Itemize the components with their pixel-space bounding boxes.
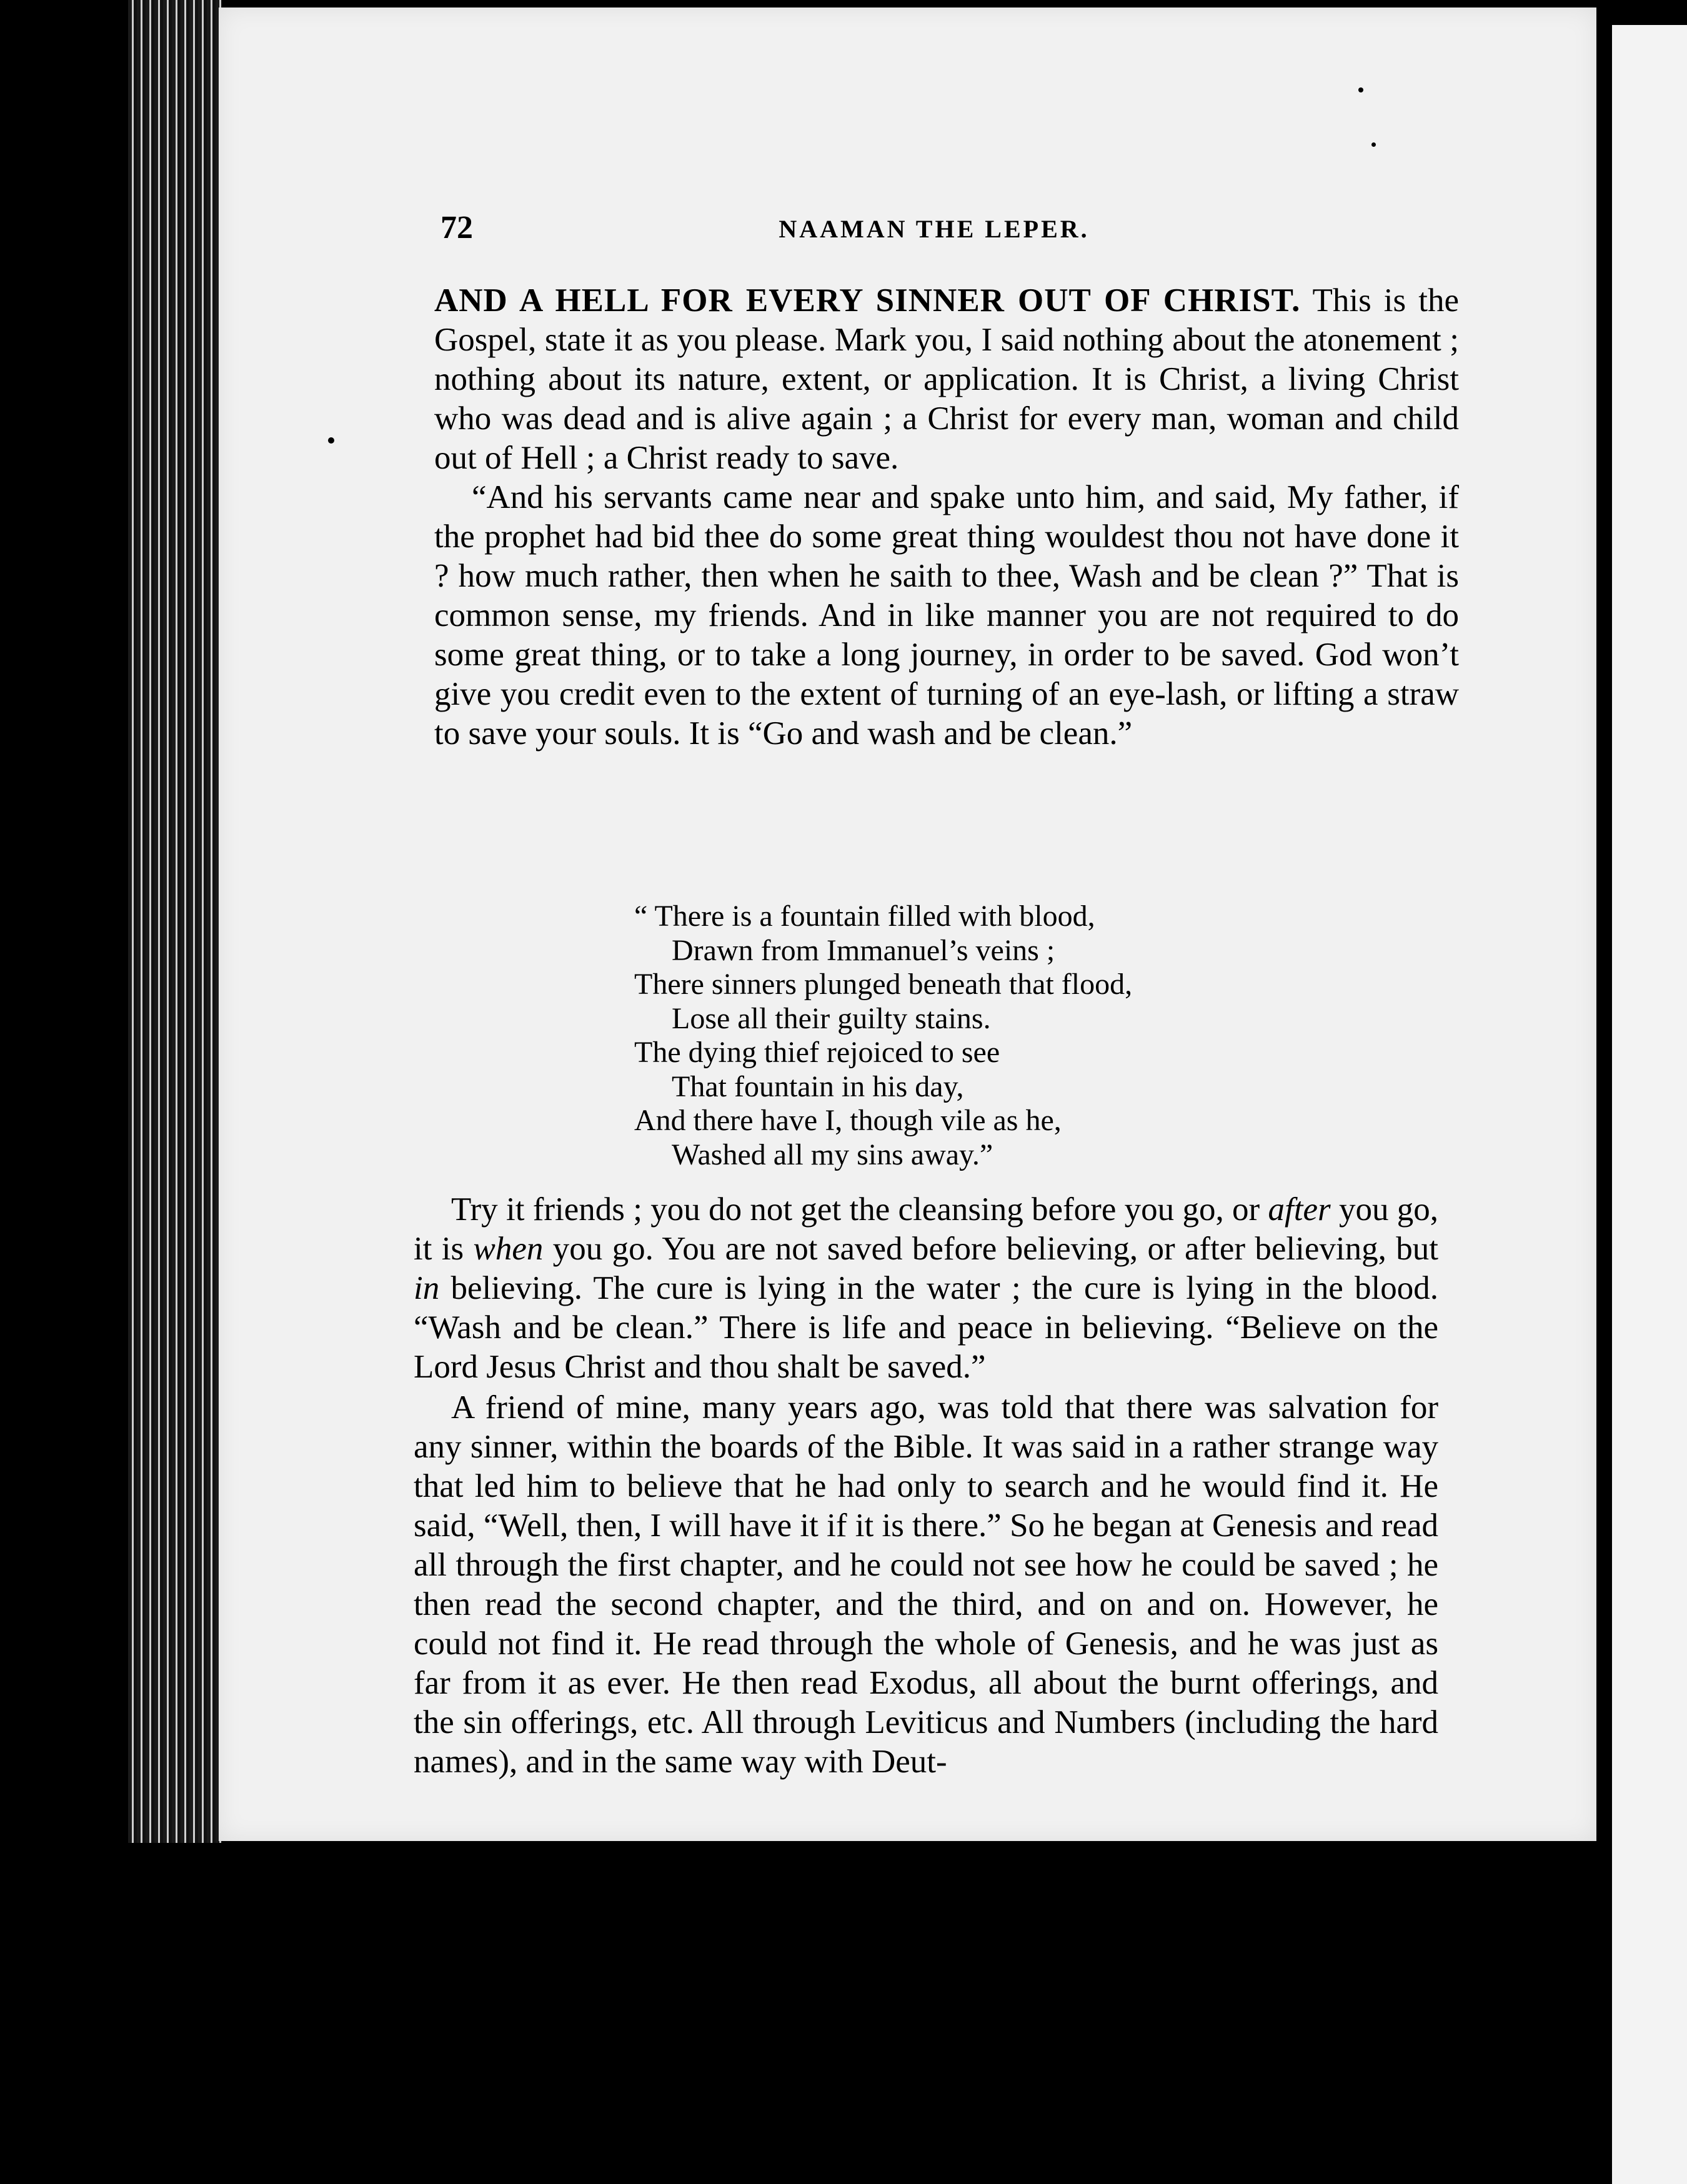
paragraph-gospel: [434, 281, 1459, 478]
poem-line: Drawn from Immanuel’s veins ;: [672, 933, 1055, 967]
running-title: NAAMAN THE LEPER.: [779, 215, 1090, 243]
poem-line: And there have I, though vile as he,: [634, 1104, 1062, 1137]
hymn-quotation: [634, 900, 1321, 1172]
text-run: you go, it is: [414, 1191, 1438, 1267]
italic-word: when: [473, 1231, 544, 1267]
poem-line: “ There is a fountain filled with blood,: [634, 900, 1095, 933]
poem-line: The dying thief rejoiced to see: [634, 1036, 1000, 1069]
italic-word: after: [1268, 1191, 1331, 1228]
paragraph-friend: A friend of mine, many years ago, was told that there was salvation for any sinner, within the boards of the Bible. It was said in a rather strange way that led him to believe that he had only to search and he would find it. He said, “Well, then, I will have it if it is there.” So he began at Genesis and read all through the first chapter, and he could not see how he could be saved ; he then read the second chapter, and the third, and on and on. However, he could not find it. He read through the whole of Genesis, and he was just as far from it as ever. He then read Exodus, all about the burnt offerings, and the sin offerings, etc. All through Leviticus and Numbers (including the hard names), and in the same way with Deut-: [414, 1389, 1438, 1780]
scan-speck: [328, 437, 334, 444]
poem-line: Lose all their guilty stains.: [672, 1001, 991, 1035]
poem-line: Washed all my sins away.”: [672, 1138, 993, 1171]
text-run: believing. The cure is lying in the water ; the cure is lying in the blood. “Wash and be clean.” There is life and peace in believing. “Believe on the Lord Jesus Christ and thou shalt be saved.”: [414, 1270, 1438, 1385]
page-number: 72: [440, 210, 473, 246]
facing-page-edge: [1612, 25, 1687, 2184]
text-run: Try it friends ; you do not get the cleansing before you go, or: [451, 1191, 1268, 1228]
smallcaps-lead: AND A HELL FOR EVERY SINNER OUT OF CHRIST.: [434, 282, 1301, 319]
paragraph-servants: “And his servants came near and spake unto him, and said, My father, if the prophet had bid thee do some great thing wouldest thou not have done it ? how much rather, then when he saith to thee, Wash and be clean ?” That is common sense, my friends. And in like manner you are not required to do some great thing, or to take a long journey, in order to be saved. God won’t give you credit even to the extent of turning of an eye-lash, or lifting a straw to save your souls. It is “Go and wash and be clean.”: [434, 479, 1459, 752]
scan-speck: [1358, 87, 1363, 92]
text-run: you go. You are not saved before believing, or after believing, but: [543, 1231, 1438, 1267]
poem-line: That fountain in his day,: [672, 1070, 964, 1103]
paragraph-try-it: [414, 1190, 1438, 1387]
scan-speck: [1371, 142, 1376, 147]
body-text-top: [434, 281, 1459, 753]
italic-word: in: [414, 1270, 440, 1306]
poem-line: There sinners plunged beneath that flood,: [634, 968, 1133, 1001]
page-header: [440, 209, 1428, 253]
paragraph-text: This is the Gospel, state it as you please. Mark you, I said nothing about the atonement ; nothing about its nature, extent, or application. It is Christ, a living Christ who was dead and is alive again ; a Christ for every man, woman and child out of Hell ; a Christ ready to save.: [434, 282, 1459, 476]
book-page-edges: [128, 0, 222, 1843]
body-text-bottom: [414, 1190, 1438, 1782]
